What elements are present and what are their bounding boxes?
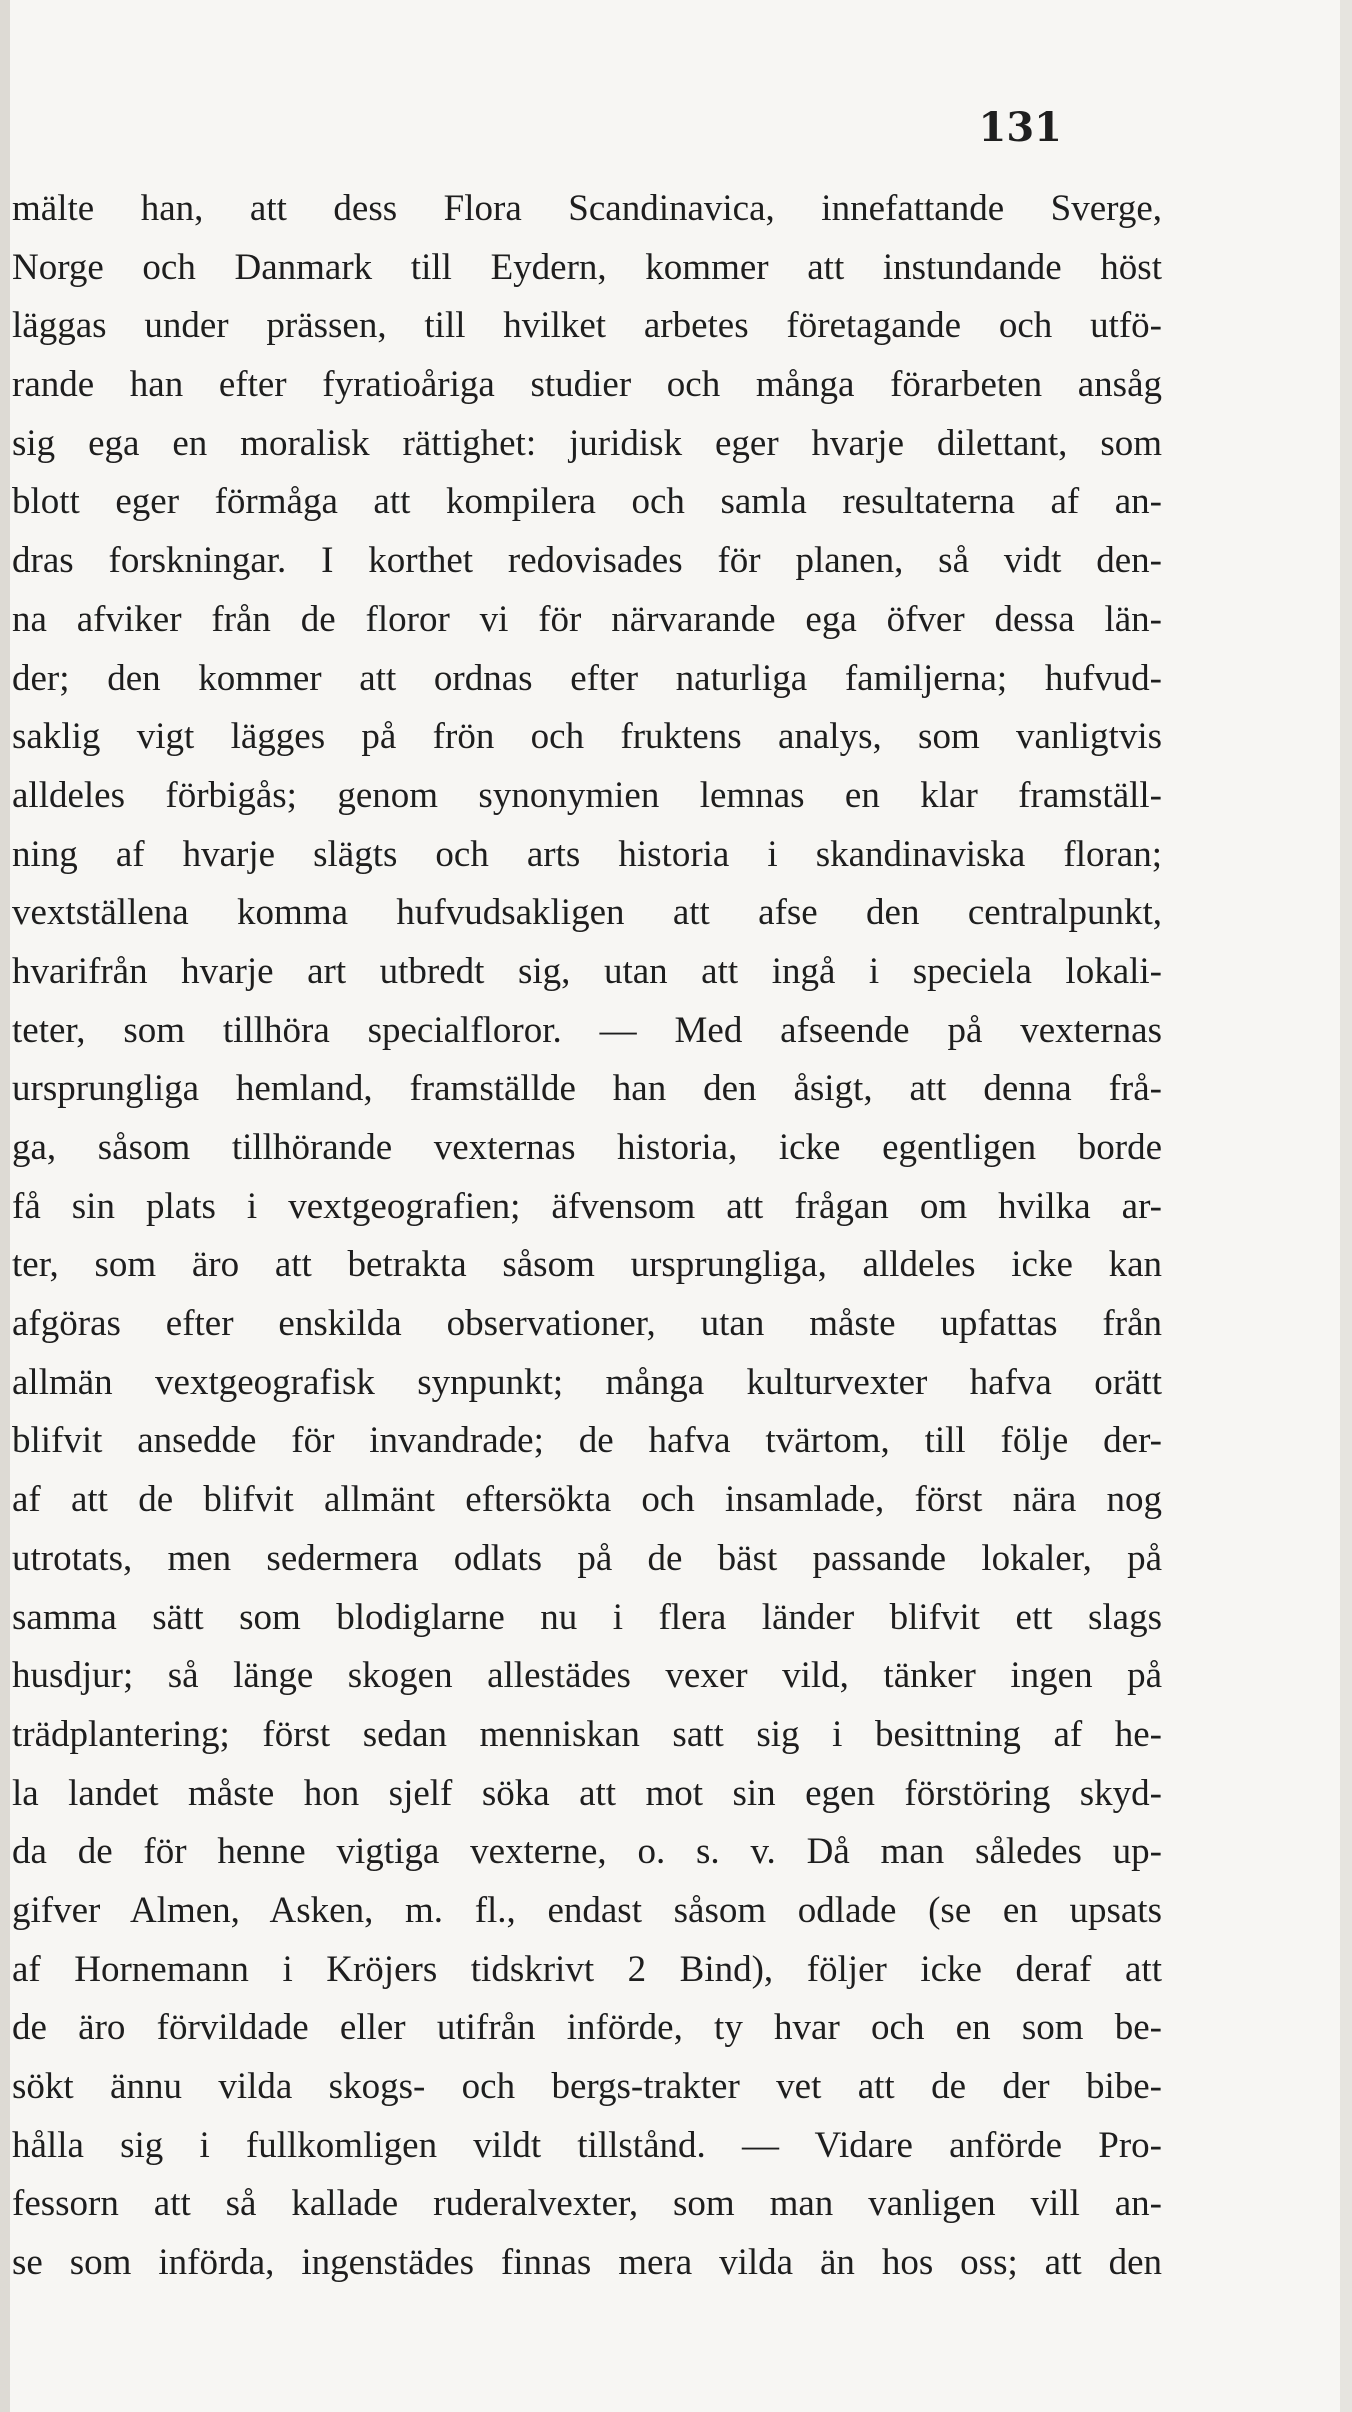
text-line: blott eger förmåga att kompilera och samla resultaterna af an- — [12, 481, 1162, 523]
text-line: dras forskningar. I korthet redovisades för planen, så vidt den- — [12, 540, 1162, 582]
text-line: husdjur; så länge skogen allestädes vexer vild, tänker ingen på — [12, 1655, 1162, 1697]
text-line: hvarifrån hvarje art utbredt sig, utan att ingå i speciela lokali- — [12, 950, 1162, 992]
text-line: der; den kommer att ordnas efter naturliga familjerna; hufvud- — [12, 657, 1162, 699]
text-line: mälte han, att dess Flora Scandinavica, innefattande Sverge, — [12, 188, 1162, 229]
text-line: vextställena komma hufvudsakligen att afse den centralpunkt, — [12, 892, 1162, 934]
text-line: utrotats, men sedermera odlats på de bäst passande lokaler, på — [12, 1537, 1162, 1579]
text-line: sig ega en moralisk rättighet: juridisk eger hvarje dilettant, som — [12, 422, 1162, 464]
text-line: la landet måste hon sjelf söka att mot sin egen förstöring skyd- — [12, 1772, 1162, 1814]
text-line: trädplantering; först sedan menniskan satt sig i besittning af he- — [12, 1713, 1162, 1755]
text-line: Norge och Danmark till Eydern, kommer att instundande höst — [12, 246, 1162, 288]
text-line: af att de blifvit allmänt eftersökta och insamlade, först nära nog — [12, 1479, 1162, 1521]
text-line: afgöras efter enskilda observationer, utan måste upfattas från — [12, 1303, 1162, 1345]
text-line: teter, som tillhöra specialfloror. — Med afseende på vexternas — [12, 1009, 1162, 1051]
text-line: sökt ännu vilda skogs- och bergs-trakter vet att de der bibe- — [12, 2066, 1162, 2107]
text-line: af Hornemann i Kröjers tidskrivt 2 Bind), följer icke deraf att — [12, 1948, 1162, 1990]
text-line: allmän vextgeografisk synpunkt; många kulturvexter hafva orätt — [12, 1361, 1162, 1403]
page-left-edge — [0, 0, 10, 2412]
body-text — [12, 180, 1162, 2293]
text-line: se som införda, ingenstädes finnas mera vilda än hos oss; att den — [12, 2242, 1162, 2284]
page-right-edge — [1340, 0, 1352, 2412]
text-line: få sin plats i vextgeografien; äfvensom att frågan om hvilka ar- — [12, 1185, 1162, 1227]
text-line: ter, som äro att betrakta såsom ursprungliga, alldeles icke kan — [12, 1244, 1162, 1286]
text-line: alldeles förbigås; genom synonymien lemnas en klar framställ- — [12, 774, 1162, 816]
text-line: de äro förvildade eller utifrån införde, ty hvar och en som be- — [12, 2007, 1162, 2049]
text-line: ning af hvarje slägts och arts historia i skandinaviska floran; — [12, 833, 1162, 875]
text-line: fessorn att så kallade ruderalvexter, som man vanligen vill an- — [12, 2183, 1162, 2225]
text-line: blifvit ansedde för invandrade; de hafva tvärtom, till följe der- — [12, 1420, 1162, 1462]
text-line: gifver Almen, Asken, m. fl., endast såsom odlade (se en upsats — [12, 1889, 1162, 1931]
text-line: na afviker från de floror vi för närvarande ega öfver dessa län- — [12, 598, 1162, 640]
text-line: ga, såsom tillhörande vexternas historia, icke egentligen borde — [12, 1127, 1162, 1168]
text-line: da de för henne vigtiga vexterne, o. s. v. Då man således up- — [12, 1831, 1162, 1873]
text-line: hålla sig i fullkomligen vildt tillstånd. — Vidare anförde Pro- — [12, 2124, 1162, 2166]
page-number: 131 — [978, 104, 1062, 151]
text-line: läggas under prässen, till hvilket arbetes företagande och utfö- — [12, 305, 1162, 347]
text-line: ursprungliga hemland, framställde han den åsigt, att denna frå- — [12, 1068, 1162, 1110]
text-line: rande han efter fyratioåriga studier och många förarbeten ansåg — [12, 364, 1162, 406]
text-line: saklig vigt lägges på frön och fruktens analys, som vanligtvis — [12, 716, 1162, 758]
text-line: samma sätt som blodiglarne nu i flera länder blifvit ett slags — [12, 1596, 1162, 1638]
